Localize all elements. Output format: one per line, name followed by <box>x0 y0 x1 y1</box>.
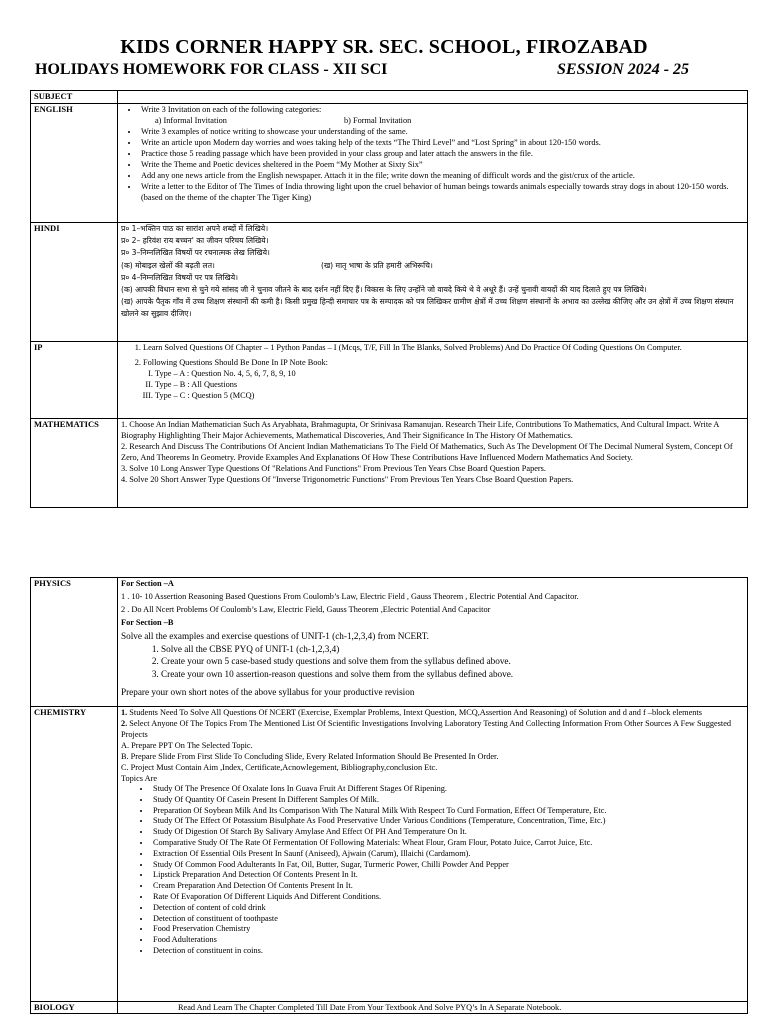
chemistry-point-b: B. Prepare Slide From First Slide To Concluding Slide, Every Related Information Should Be Presented In Order. <box>121 752 499 761</box>
section-a-heading: For Section –A <box>121 579 174 588</box>
chemistry-point-2: 2. Select Anyone Of The Topics From The Mentioned List Of Scientific Investigations Involving Laboratory Testing And Collecting Information From Other Sources A Few Suggested Projects <box>121 719 732 739</box>
list-item: • Extraction Of Essential Oils Present In Saunf (Aniseed), Ajwain (Carum), Illaichi (Cardamom). <box>151 849 744 860</box>
informal-invitation: a) Informal Invitation <box>155 116 227 125</box>
mathematics-content <box>118 419 748 508</box>
hindi-q1: प्र० 1–भक्तिन पाठ का सारांश अपने शब्दों में लिखिये। <box>121 224 269 233</box>
list-item: • Detection of content of cold drink <box>151 903 744 914</box>
physics-b-list <box>121 643 744 681</box>
physics-a2: 2 . Do All Ncert Problems Of Coulomb’s Law, Electric Field, Gauss Theorem ,Electric Potential And Capacitor <box>121 605 491 614</box>
list-item: 1. Solve all the CBSE PYQ of UNIT-1 (ch-1,2,3,4) <box>161 643 744 656</box>
list-item: • Practice those 5 reading passage which have been provided in your class group and later attach the answers in the file. <box>139 148 744 159</box>
session-label: SESSION 2024 - 25 <box>557 61 690 78</box>
english-list <box>121 104 744 203</box>
chemistry-row <box>31 707 748 1002</box>
list-item: • Write a letter to the Editor of The Times of India throwing light upon the cruel behavior of human beings towards animals especially towards stray dogs in about 120-150 words. (based on the theme of the chapter The Tiger King) <box>139 181 744 203</box>
formal-invitation: b) Formal Invitation <box>344 116 412 125</box>
ip-content <box>118 342 748 419</box>
list-item: • Detection of constituent in coins. <box>151 946 744 957</box>
hindi-q4b: (ख) आपके पैतृक गाँव में उच्च शिक्षण संस्थानों की कमी है। किसी प्रमुख हिन्दी समाचार पत्र के सम्पादक को पत्र लिखिकर ग्रामीण क्षेत्रों में उच्च शिक्षण संस्थानों के अभाव का उल्लेख कीजिए और उन क्षेत्रों में उच्च शिक्षण संस्थान खोलने का सुझाव दीजिए। <box>121 297 734 319</box>
list-item: II. Type – B : All Questions <box>155 379 744 390</box>
english-subject: ENGLISH <box>31 104 118 223</box>
homework-table-page1 <box>30 90 748 508</box>
chemistry-point-a: A. Prepare PPT On The Selected Topic. <box>121 741 253 750</box>
list-item: 3. Create your own 10 assertion-reason questions and solve them from the syllabus defined above. <box>161 668 744 681</box>
physics-content <box>118 578 748 707</box>
biology-row <box>31 1002 748 1014</box>
chemistry-subject: CHEMISTRY <box>31 707 118 1002</box>
chemistry-content <box>118 707 748 1002</box>
list-item: • Food Adulterations <box>151 935 744 946</box>
list-item: • Study Of Quantity Of Casein Present In Different Samples Of Milk. <box>151 795 744 806</box>
list-item: • Study Of Digestion Of Starch By Salivary Amylase And Effect Of PH And Temperature On It. <box>151 827 744 838</box>
chemistry-point-1: 1. Students Need To Solve All Questions Of NCERT (Exercise, Exemplar Problems, Intext Question, MCQ,Assertion And Reasoning) of Solution and d and f –block elements <box>121 708 702 717</box>
hindi-q4a: (क) आपकी विधान सभा से चुने गये सांसद जी ने चुनाव जीतने के बाद दर्शन नहीं दिए हैं। विकास के लिए उन्होंने जो वायदे किये थे वे अधूरे हैं। उन्हें चुनावी वायदों की याद दिलाते हुए पत्र लिखिये। <box>121 285 647 295</box>
hindi-subject: HINDI <box>31 223 118 342</box>
biology-content <box>118 1002 748 1014</box>
homework-title: HOLIDAYS HOMEWORK FOR CLASS - XII SCI <box>35 61 388 78</box>
ip-row <box>31 342 748 419</box>
hindi-q2: प्र० 2– हरिवंश राय बच्चन' का जीवन परिचय लिखिये। <box>121 236 269 246</box>
list-item: • Study Of The Effect Of Potassium Bisulphate As Food Preservative Under Various Conditions (Temperature, Concentration, Time, Etc.) <box>151 816 744 827</box>
list-item: • Write 3 Invitation on each of the following categories: a) Informal Invitation b) Formal Invitation <box>139 104 744 126</box>
ip-subject: IP <box>31 342 118 419</box>
homework-table-page2 <box>30 577 748 1014</box>
list-item: 2. Create your own 5 case-based study questions and solve them from the syllabus defined above. <box>161 655 744 668</box>
chemistry-topics-list <box>121 784 744 957</box>
list-item: III. Type – C : Question 5 (MCQ) <box>155 390 744 401</box>
list-item: • Comparative Study Of The Rate Of Fermentation Of Following Materials: Wheat Flour, Gram Flour, Potato Juice, Carrot Juice, Etc. <box>151 838 744 849</box>
list-item: • Write 3 examples of notice writing to showcase your understanding of the same. <box>139 126 744 137</box>
header-empty-cell <box>118 91 748 104</box>
list-item: • Cream Preparation And Detection Of Contents Present In It. <box>151 881 744 892</box>
hindi-q3a: (क) मोबाइल खेलों की बढ़ती लत। <box>121 260 215 270</box>
list-item: • Add any one news article from the English newspaper. Attach it in the file; write down the meaning of difficult words and the gist/crux of the article. <box>139 170 744 181</box>
physics-subject: PHYSICS <box>31 578 118 707</box>
english-row <box>31 104 748 223</box>
list-item: 4. Solve 20 Short Answer Type Questions Of "Inverse Trigonometric Functions" From Previous Ten Years Cbse Board Question Papers. <box>121 475 574 484</box>
biology-text: Read And Learn The Chapter Completed Till Date From Your Textbook And Solve PYQ’s In A Separate Notebook. <box>178 1003 562 1012</box>
school-name: KIDS CORNER HAPPY SR. SEC. SCHOOL, FIROZABAD <box>120 36 648 58</box>
hindi-content <box>118 223 748 342</box>
mathematics-row <box>31 419 748 508</box>
physics-note: Prepare your own short notes of the above syllabus for your productive revision <box>121 687 415 697</box>
section-b-heading: For Section –B <box>121 618 174 627</box>
table-header-row <box>31 91 748 104</box>
physics-b-intro: Solve all the examples and exercise questions of UNIT-1 (ch-1,2,3,4) from NCERT. <box>121 631 429 641</box>
physics-a1: 1 . 10- 10 Assertion Reasoning Based Questions From Coulomb’s Law, Electric Field , Gauss Theorem , Electric Potential And Capacitor. <box>121 592 579 601</box>
list-item: • Lipstick Preparation And Detection Of Contents Present In It. <box>151 870 744 881</box>
ip-list <box>121 342 744 368</box>
list-item: 1. Choose An Indian Mathematician Such As Aryabhata, Brahmagupta, Or Srinivasa Ramanujan. Research Their Life, Contributions To Mathematics, And Cultural Impact. Write A Biography Highlighting Their Major Achievements, Mathematical Discoveries, And Their Significance In The History Of Mathematics. <box>121 420 719 440</box>
hindi-q3: प्र० 3–निम्नलिखित विषयों पर रचनात्मक लेख लिखिये। <box>121 248 270 258</box>
list-item: 3. Solve 10 Long Answer Type Questions Of "Relations And Functions" From Previous Ten Years Cbse Board Question Papers. <box>121 464 546 473</box>
topics-label: Topics Are <box>121 774 158 783</box>
list-item: 2. Following Questions Should Be Done In IP Note Book: <box>143 357 744 368</box>
list-item: • Food Preservation Chemistry <box>151 924 744 935</box>
list-item: • Detection of constituent of toothpaste <box>151 914 744 925</box>
mathematics-subject: MATHEMATICS <box>31 419 118 508</box>
list-item: • Preparation Of Soybean Milk And Its Comparison With The Natural Milk With Respect To Curd Formation, Effect Of Temperature, Etc. <box>151 806 744 817</box>
english-content <box>118 104 748 223</box>
subject-column-header: SUBJECT <box>31 91 118 104</box>
hindi-q3b: (ख) मातृ भाषा के प्रति हमारी अभिरूचि। <box>321 260 433 270</box>
biology-subject: BIOLOGY <box>31 1002 118 1014</box>
list-item: • Write the Theme and Poetic devices sheltered in the Poem “My Mother at Sixty Six” <box>139 159 744 170</box>
list-item: • Study Of Common Food Adulterants In Fat, Oil, Butter, Sugar, Turmeric Power, Chilli Powder And Pepper <box>151 860 744 871</box>
list-item: 2. Research And Discuss The Contributions Of Ancient Indian Mathematicians To The Field Of Mathematics, Such As The Development Of The Decimal Numeral System, Concept Of Zero, And Theorems In Geometry. Provide Examples And Explanations Of How These Contributions Have Influenced Modern Mathematics And Society. <box>121 442 733 462</box>
list-item: • Rate Of Evaporation Of Different Liquids And Different Conditions. <box>151 892 744 903</box>
physics-row <box>31 578 748 707</box>
list-item: • Study Of The Presence Of Oxalate Ions In Guava Fruit At Different Stages Of Ripening. <box>151 784 744 795</box>
hindi-row <box>31 223 748 342</box>
chemistry-point-c: C. Project Must Contain Aim ,Index, Certificate,Acnowlegement, Bibliography,conclusion Etc. <box>121 763 438 772</box>
hindi-q4: प्र० 4–निम्नलिखित विषयों पर पत्र लिखिये। <box>121 272 238 282</box>
list-item: 1. Learn Solved Questions Of Chapter – 1 Python Pandas – I (Mcqs, T/F, Fill In The Blanks, Solved Problems) And Do Practice Of Coding Questions On Computer. <box>143 342 744 353</box>
list-item: I. Type – A : Question No. 4, 5, 6, 7, 8, 9, 10 <box>155 368 744 379</box>
ip-types-list <box>121 368 744 401</box>
list-item: • Write an article upon Modern day worries and woes taking help of the texts “The Third Level” and “Lost Spring” in about 120-150 words. <box>139 137 744 148</box>
